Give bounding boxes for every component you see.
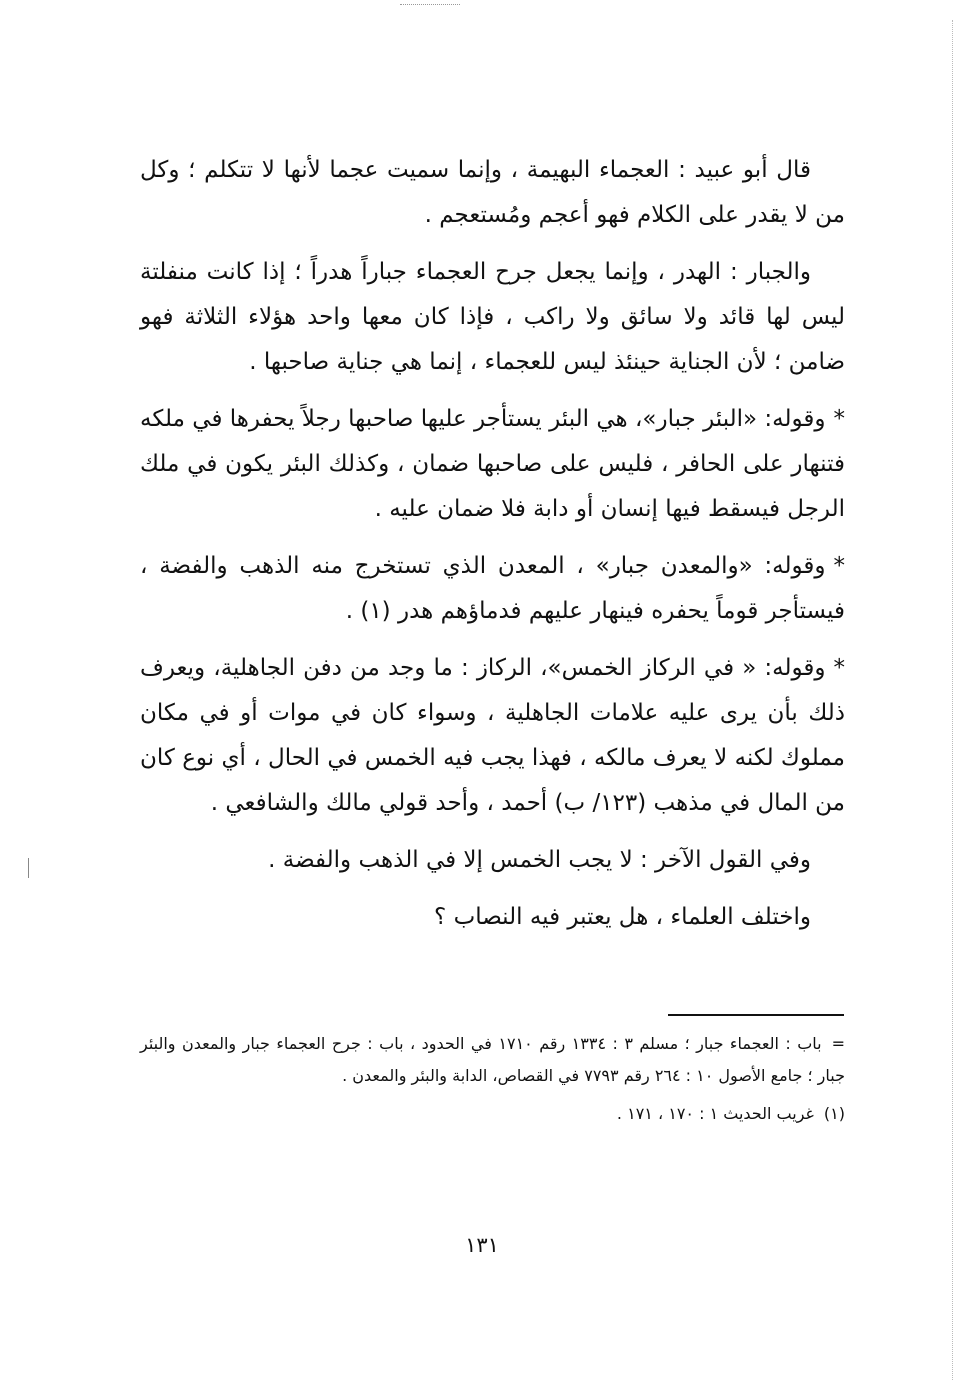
star-marker: * (833, 655, 845, 681)
paragraph-text: قال أبو عبيد : العجماء البهيمة ، وإنما سميت عجما لأنها لا تتكلم ؛ وكل من لا يقدر على الكلام فهو أعجم ومُستعجم . (140, 157, 845, 228)
page-number: ١٣١ (465, 1233, 499, 1257)
footnote-text: غريب الحديث ١ : ١٧٠ ، ١٧١ . (616, 1104, 814, 1123)
paragraph (140, 838, 845, 883)
footnote-separator (668, 1014, 844, 1016)
paragraph-text: وفي القول الآخر : لا يجب الخمس إلا في الذهب والفضة . (268, 847, 811, 873)
paragraph (140, 895, 845, 940)
paragraph-text: وقوله: «والمعدن جبار» ، المعدن الذي تستخرج منه الذهب والفضة ، فيستأجر قوماً يحفره فينهار عليهم فدماؤهم هدر (١) . (140, 553, 845, 624)
footnote-text: باب : العجماء جبار ؛ مسلم ٣ : ١٣٣٤ رقم ١٧١٠ في الحدود ، باب : جرح العجماء جبار والمعدن والبئر جبار ؛ جامع الأصول ١٠ : ٢٦٤ رقم ٧٧٩٣ في القصاص، الدابة والبئر والمعدن . (140, 1034, 845, 1085)
paragraph-text: والجبار : الهدر ، وإنما يجعل جرح العجماء جباراً هدراً ؛ إذا كانت منفلتة ليس لها قائد ولا سائق ولا راكب ، فإذا كان معها واحد هؤلاء الثلاثة فهو ضامن ؛ لأن الجناية حينئذ ليس للعجماء ، إنما هي جناية صاحبها . (140, 259, 845, 375)
paragraph-text: واختلف العلماء ، هل يعتبر فيه النصاب ؟ (434, 904, 811, 930)
paragraph-text: وقوله: «البئر جبار»، هي البئر يستأجر عليها صاحبها رجلاً يحفرها في ملكه فتنهار على الحافر ، فليس على صاحبها ضمان ، وكذلك البئر يكون في ملك الرجل فيسقط فيها إنسان أو دابة فلا ضمان عليه . (140, 406, 845, 522)
footnote (140, 1098, 845, 1130)
footnote (140, 1028, 845, 1092)
paragraph (140, 646, 845, 826)
body-text (140, 148, 845, 952)
scan-edge-dots (952, 20, 953, 1380)
paragraph (140, 544, 845, 634)
paragraph (140, 250, 845, 385)
paragraph-text: وقوله: « في الركاز الخمس»، الركاز : ما وجد من دفن الجاهلية، ويعرف ذلك بأن يرى عليه علامات الجاهلية ، وسواء كان في موات أو في مكان مملوك لكنه لا يعرف مالكه ، فهذا يجب فيه الخمس في الحال ، أي نوع كان من المال في مذهب (١٢٣/ ب) أحمد ، وأحد قولي مالك والشافعي . (140, 655, 845, 816)
paragraph (140, 148, 845, 238)
footnote-marker: = (831, 1034, 846, 1053)
star-marker: * (833, 406, 845, 432)
footnote-marker: (١) (823, 1104, 845, 1123)
scan-top-mark (400, 4, 460, 5)
scan-left-mark (28, 858, 29, 878)
paragraph (140, 397, 845, 532)
star-marker: * (833, 553, 845, 579)
footnotes (140, 1028, 845, 1136)
